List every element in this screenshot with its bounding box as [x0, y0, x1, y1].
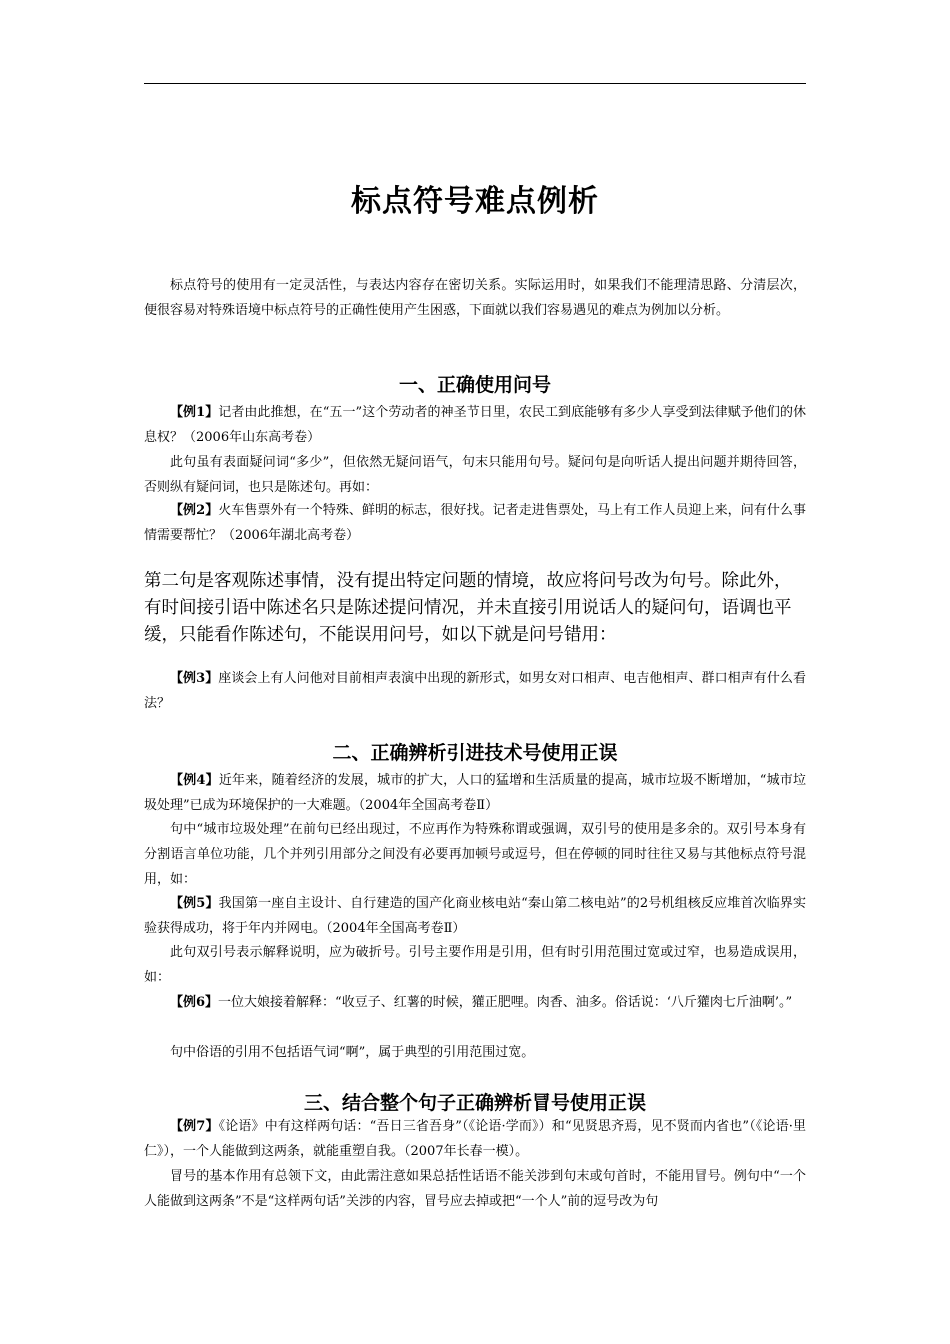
example-4	[144, 768, 806, 818]
example-1	[144, 400, 806, 450]
example-text: 近年来，随着经济的发展，城市的扩大，人口的猛增和生活质量的提高，城市垃圾不断增加，“城市垃圾处理”已成为环境保护的一大难题。（2004年全国高考卷Ⅱ）	[144, 773, 806, 813]
example-label: 【例4】	[170, 773, 219, 788]
example-text: 我国第一座自主设计、自行建造的国产化商业核电站“秦山第二核电站”的2号机组核反应堆首次临界实验获得成功，将于年内并网电。（2004年全国高考卷Ⅱ）	[144, 896, 806, 936]
example-label: 【例7】	[170, 1119, 219, 1134]
large-paragraph: 第二句是客观陈述事情，没有提出特定问题的情境，故应将问号改为句号。除此外，有时间接引语中陈述名只是陈述提问情况，并未直接引用说话人的疑问句，语调也平缓，只能看作陈述句，不能误用问号，如以下就是问号错用：	[144, 571, 792, 645]
example-label: 【例2】	[170, 503, 219, 518]
analysis-paragraph: 此句双引号表示解释说明，应为破折号。引号主要作用是引用，但有时引用范围过宽或过窄，也易造成误用，如：	[144, 945, 806, 985]
example-text: 火车售票外有一个特殊、鲜明的标志，很好找。记者走进售票处，马上有工作人员迎上来，问有什么事情需要帮忙？（2006年湖北高考卷）	[144, 503, 806, 543]
example-7	[144, 1114, 806, 1164]
analysis-paragraph: 冒号的基本作用有总领下文，由此需注意如果总括性话语不能关涉到句末或句首时，不能用冒号。例句中“一个人能做到这两条”不是“这样两句话”关涉的内容，冒号应去掉或把“一个人”前的逗号改为句	[144, 1169, 806, 1209]
example-text: 记者由此推想，在“五一”这个劳动者的神圣节日里，农民工到底能够有多少人享受到法律赋予他们的休息权？（2006年山东高考卷）	[144, 405, 806, 445]
example-2	[144, 498, 806, 548]
example-label: 【例6】	[170, 995, 219, 1010]
analysis-paragraph: 句中“城市垃圾处理”在前句已经出现过，不应再作为特殊称谓或强调，双引号的使用是多余的。双引号本身有分割语言单位功能，几个并列引用部分之间没有必要再加顿号或逗号，但在停顿的同时往往又易与其他标点符号混用，如：	[144, 822, 806, 887]
header-rule	[144, 83, 806, 84]
analysis-paragraph: 此句虽有表面疑问词“多少”，但依然无疑问语气，句末只能用句号。疑问句是向听话人提出问题并期待回答，否则纵有疑问词，也只是陈述句。再如：	[144, 455, 806, 495]
example-label: 【例5】	[170, 896, 219, 911]
example-5	[144, 891, 806, 941]
example-text: 座谈会上有人问他对目前相声表演中出现的新形式，如男女对口相声、电吉他相声、群口相声有什么看法？	[144, 671, 806, 711]
section-heading-2: 二、正确辨析引进技术号使用正误	[332, 742, 618, 764]
example-text: 一位大娘接着解释：“收豆子、红薯的时候，獾正肥哩。肉香、油多。俗话说：‘八斤獾肉七斤油啊’。”	[218, 995, 793, 1010]
section-heading-3: 三、结合整个句子正确辨析冒号使用正误	[303, 1092, 646, 1114]
example-3	[144, 666, 806, 716]
analysis-paragraph: 句中俗语的引用不包括语气词“啊”，属于典型的引用范围过宽。	[170, 1045, 535, 1060]
example-text: 《论语》中有这样两句话：“吾日三省吾身”（《论语·学而》）和“见贤思齐焉，见不贤而内省也”（《论语·里仁》），一个人能做到这两条，就能重塑自我。（2007年长春一模）。	[144, 1119, 806, 1159]
example-label: 【例3】	[170, 671, 219, 686]
example-label: 【例1】	[170, 405, 219, 420]
example-6	[144, 990, 806, 1015]
section-heading-1: 一、正确使用问号	[398, 374, 551, 396]
intro-paragraph: 标点符号的使用有一定灵活性，与表达内容存在密切关系。实际运用时，如果我们不能理清思路、分清层次，便很容易对特殊语境中标点符号的正确性使用产生困惑，下面就以我们容易遇见的难点为例加以分析。	[144, 278, 806, 318]
page-title: 标点符号难点例析	[351, 184, 599, 219]
